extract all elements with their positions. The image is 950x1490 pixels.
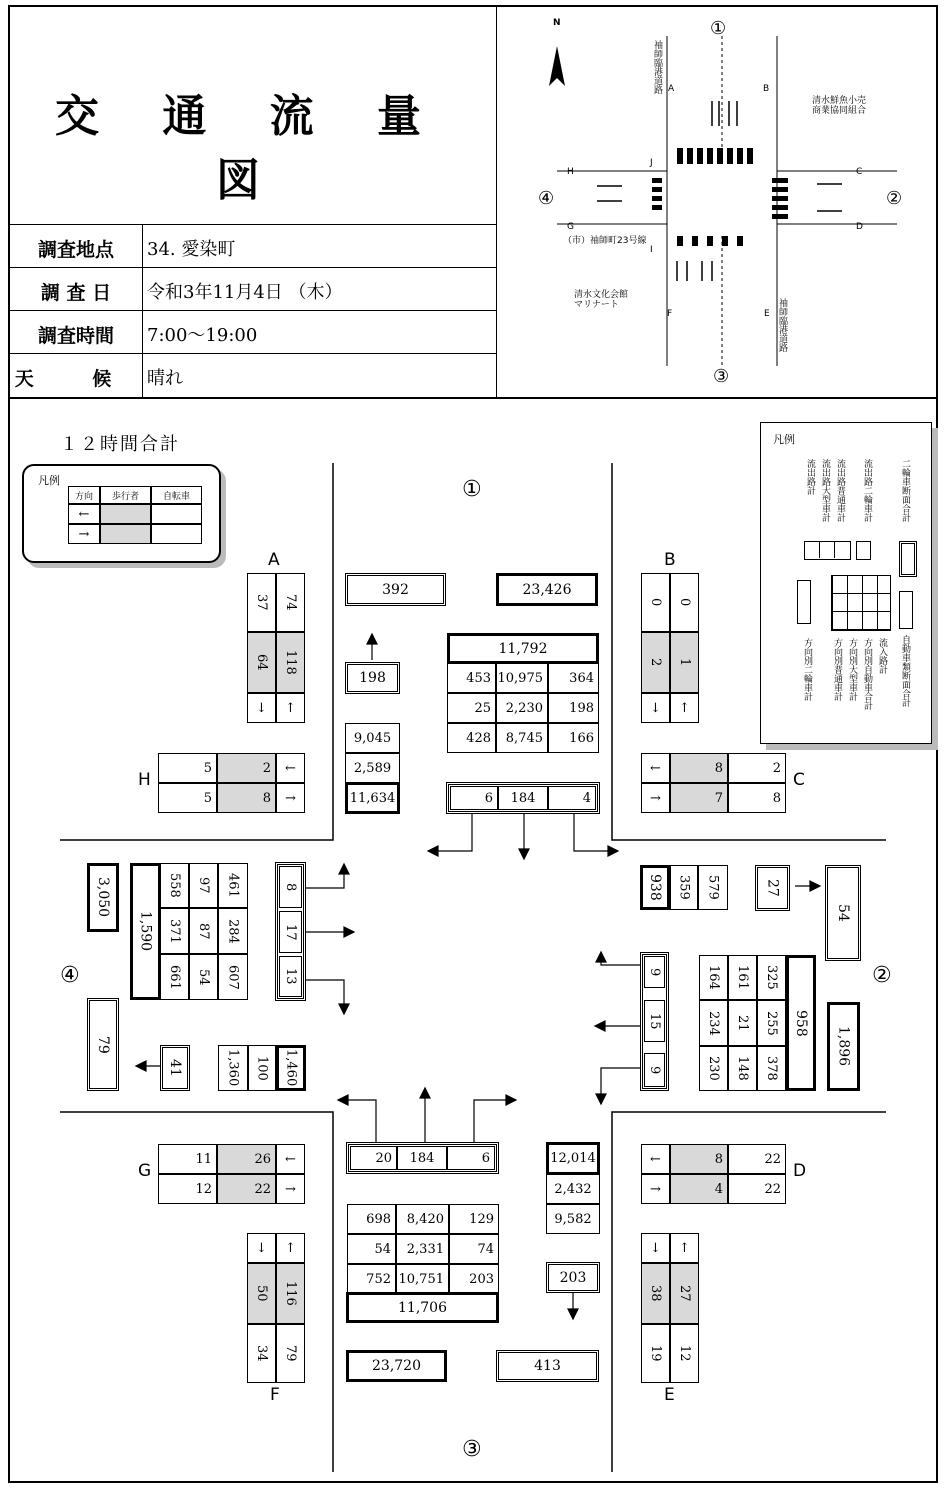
legend-pedestrian	[22, 464, 221, 563]
east-out-auto: 579	[698, 865, 728, 910]
map-letter-E: E	[764, 309, 770, 319]
map-road-left-name: （市）袖師町23号線	[563, 236, 647, 246]
crosswalk-F-dir-2: ↑	[276, 1233, 305, 1263]
weather-value: 晴れ	[147, 368, 183, 389]
approach-3-label: ③	[462, 1437, 482, 1462]
legend2-moto-box	[856, 541, 871, 560]
crosswalk-G-dir-2: →	[276, 1174, 305, 1204]
east-moto-dir-0: 9	[644, 956, 665, 988]
crosswalk-label-E: E	[664, 1385, 675, 1405]
crosswalk-B-ped-1: 2	[641, 632, 670, 693]
south-moto-dir-straight: 184	[397, 1146, 447, 1170]
map-letter-A: A	[668, 84, 675, 94]
crosswalk-E-bike-1: 19	[641, 1324, 670, 1383]
north-moto-dir-left: 6	[450, 786, 498, 810]
east-grid-cell: 255	[757, 1000, 786, 1046]
legend2-bottom-0: 方向別二輪車計	[802, 638, 812, 701]
east-grid-cell: 234	[699, 1000, 728, 1046]
east-grid-cell: 325	[757, 955, 786, 1000]
date-value: 令和3年11月4日 （木）	[147, 282, 343, 303]
east-moto-out: 27	[755, 865, 790, 911]
north-moto-dir-right: 4	[548, 786, 596, 810]
legend2-bike-total-box	[899, 541, 917, 577]
west-out-total: 1,360	[218, 1045, 248, 1091]
legend1-ped-cell	[100, 504, 151, 524]
legend2-auto-total-box	[899, 591, 913, 629]
crosswalk-H-bike-1: 5	[158, 753, 217, 783]
map-road-bottom-name: 袖師臨港道路	[777, 298, 787, 352]
legend2-bottom-3: 方向別自動車合計	[862, 638, 872, 710]
south-inflow-total: 11,706	[346, 1292, 499, 1323]
east-bike-total: 54	[825, 865, 861, 961]
east-grid-cell: 164	[699, 955, 728, 1000]
crosswalk-A-bike-2: 74	[276, 573, 305, 632]
north-moto-dir-straight: 184	[498, 786, 548, 810]
crosswalk-F-ped-2: 116	[276, 1263, 305, 1324]
legend1-h-dir: 方向	[68, 486, 100, 504]
location-label: 調査地点	[37, 239, 114, 261]
date-label: 調 査 日	[40, 282, 112, 304]
crosswalk-F-bike-2: 79	[276, 1324, 305, 1383]
legend2-dir-box	[797, 580, 811, 624]
crosswalk-E-dir-2: ↑	[670, 1233, 699, 1263]
west-grid-cell: 607	[218, 954, 248, 1000]
crosswalk-label-C: C	[793, 770, 805, 790]
south-grid-cell: 10,751	[396, 1264, 449, 1294]
time-label: 調査時間	[37, 325, 114, 347]
west-grid-cell: 87	[189, 908, 218, 954]
crosswalk-H-bike-2: 5	[158, 783, 217, 813]
east-out-large: 359	[670, 865, 698, 910]
south-out-large: 2,432	[546, 1174, 600, 1204]
crosswalk-F-ped-1: 50	[247, 1263, 276, 1324]
south-moto-dir-left: 20	[350, 1146, 397, 1170]
map-north-label: N	[553, 18, 561, 28]
crosswalk-D-dir-1: ←	[641, 1144, 670, 1174]
west-grid-cell: 661	[160, 954, 189, 1000]
crosswalk-A-bike-1: 37	[247, 573, 276, 632]
north-grid-cell: 453	[447, 663, 496, 693]
map-road-top-name: 袖師臨港道路	[652, 40, 662, 94]
west-grid-cell: 558	[160, 863, 189, 908]
north-moto-out: 198	[345, 662, 400, 694]
crosswalk-H-dir-2: →	[276, 783, 305, 813]
diagram-heading: １２時間合計	[60, 434, 180, 455]
west-grid-cell: 371	[160, 908, 189, 954]
east-inflow-total: 958	[786, 955, 816, 1091]
crosswalk-label-D: D	[793, 1161, 807, 1181]
crosswalk-H-dir-1: ←	[276, 753, 305, 783]
west-moto-dir-2: 13	[279, 956, 302, 997]
legend1-title: 凡例	[38, 474, 60, 487]
legend2-right-2: 自動車類断面合計	[900, 635, 910, 707]
crosswalk-A-ped-2: 118	[276, 632, 305, 693]
crosswalk-G-bike-1: 11	[158, 1144, 217, 1174]
north-grid-cell: 428	[447, 723, 496, 753]
crosswalk-label-F: F	[270, 1385, 280, 1405]
map-letter-G: G	[567, 222, 574, 232]
south-grid-cell: 2,331	[396, 1234, 449, 1264]
crosswalk-label-G: G	[138, 1161, 152, 1181]
west-out-large: 100	[248, 1045, 276, 1091]
crosswalk-B-dir-1: ↓	[641, 693, 670, 723]
legend2-top-1: 流出路大型車計	[820, 459, 830, 522]
west-inflow-total: 1,590	[130, 863, 161, 1000]
legend2-top-3: 流出路二輪車計	[862, 459, 872, 522]
legend2-top-0: 流出路計	[805, 459, 815, 495]
page-title: 交 通 流 量 図	[55, 91, 445, 206]
south-grid-cell: 8,420	[396, 1204, 449, 1234]
crosswalk-B-dir-2: ↑	[670, 693, 699, 723]
legend1-bike-cell	[151, 504, 202, 524]
north-grid-cell: 364	[548, 663, 599, 693]
west-out-auto: 1,460	[276, 1045, 306, 1091]
crosswalk-G-ped-2: 22	[217, 1174, 276, 1204]
map-letter-I: I	[650, 245, 653, 255]
legend2-bottom-2: 方向別大型車計	[847, 638, 857, 701]
legend2-title: 凡例	[773, 433, 795, 446]
legend2-bottom-4: 流入路計	[877, 638, 887, 674]
south-grid-cell: 698	[347, 1204, 396, 1234]
north-inflow-total: 11,792	[447, 633, 599, 664]
map-approach-1: ①	[710, 18, 727, 39]
west-grid-cell: 54	[189, 954, 218, 1000]
approach-4-label: ④	[60, 963, 80, 988]
time-value: 7:00〜19:00	[147, 325, 258, 346]
map-letter-F: F	[667, 309, 673, 319]
east-grid-cell: 230	[699, 1046, 728, 1091]
crosswalk-B-bike-1: 0	[641, 573, 670, 632]
west-grid-cell: 284	[218, 908, 248, 954]
map-building-topright: 清水鮮魚小売 商業協同組合	[812, 96, 867, 116]
north-grid-cell: 10,975	[496, 663, 548, 693]
map-approach-4: ④	[538, 188, 555, 209]
crosswalk-D-dir-2: →	[641, 1174, 670, 1204]
south-out-auto: 9,582	[546, 1204, 600, 1234]
west-bike-total: 79	[87, 998, 119, 1091]
crosswalk-A-dir-2: ↑	[276, 693, 305, 723]
north-out-total: 9,045	[345, 723, 400, 753]
legend2-grid	[831, 575, 891, 631]
map-letter-J: J	[650, 158, 653, 168]
legend1-bike-cell-2	[151, 524, 202, 544]
east-moto-dir-1: 15	[644, 1000, 665, 1042]
east-moto-dir-2: 9	[644, 1053, 665, 1087]
south-auto-total: 23,720	[346, 1350, 447, 1382]
north-out-large: 2,589	[345, 753, 400, 783]
north-grid-cell: 2,230	[496, 693, 548, 723]
crosswalk-H-ped-1: 2	[217, 753, 276, 783]
crosswalk-C-bike-2: 8	[728, 783, 786, 813]
crosswalk-D-bike-2: 22	[728, 1174, 786, 1204]
west-moto-dir-1: 17	[279, 911, 302, 953]
crosswalk-G-dir-1: ←	[276, 1144, 305, 1174]
approach-1-label: ①	[462, 477, 482, 502]
north-grid-cell: 166	[548, 723, 599, 753]
approach-2-label: ②	[872, 963, 892, 988]
legend2-out-grid	[804, 541, 851, 560]
north-grid-cell: 25	[447, 693, 496, 723]
crosswalk-F-dir-1: ↓	[247, 1233, 276, 1263]
crosswalk-C-ped-1: 8	[670, 753, 728, 783]
crosswalk-H-ped-2: 8	[217, 783, 276, 813]
east-grid-cell: 21	[728, 1000, 757, 1046]
north-bike-total: 392	[345, 573, 446, 606]
map-letter-D: D	[856, 222, 863, 232]
crosswalk-D-ped-2: 4	[670, 1174, 728, 1204]
crosswalk-F-bike-1: 34	[247, 1324, 276, 1383]
west-grid-cell: 97	[189, 863, 218, 908]
legend1-h-bike: 自転車	[151, 486, 202, 504]
south-moto-out: 203	[546, 1262, 600, 1293]
crosswalk-E-ped-2: 27	[670, 1263, 699, 1324]
crosswalk-E-bike-2: 12	[670, 1324, 699, 1383]
crosswalk-D-ped-1: 8	[670, 1144, 728, 1174]
legend2-bottom-1: 方向別普通車計	[832, 638, 842, 701]
south-moto-dir-right: 6	[447, 1146, 495, 1170]
location-value: 34. 愛染町	[147, 239, 236, 260]
crosswalk-G-ped-1: 26	[217, 1144, 276, 1174]
crosswalk-E-dir-1: ↓	[641, 1233, 670, 1263]
crosswalk-C-dir-1: ←	[641, 753, 670, 783]
crosswalk-C-dir-2: →	[641, 783, 670, 813]
legend1-r2: →	[68, 524, 100, 544]
south-bike-total: 413	[496, 1350, 599, 1382]
south-grid-cell: 74	[449, 1234, 499, 1264]
north-out-auto: 11,634	[345, 782, 400, 814]
crosswalk-C-bike-1: 2	[728, 753, 786, 783]
map-building-bottomleft: 清水文化会館 マリナート	[574, 290, 629, 310]
east-auto-total: 1,896	[827, 1002, 860, 1091]
north-grid-cell: 198	[548, 693, 599, 723]
crosswalk-C-ped-2: 7	[670, 783, 728, 813]
south-grid-cell: 54	[347, 1234, 396, 1264]
south-grid-cell: 129	[449, 1204, 499, 1234]
east-out-total: 938	[640, 865, 670, 910]
south-out-total: 12,014	[546, 1142, 600, 1175]
crosswalk-label-B: B	[664, 550, 676, 570]
crosswalk-B-ped-2: 1	[670, 632, 699, 693]
east-grid-cell: 378	[757, 1046, 786, 1091]
map-approach-3: ③	[713, 366, 730, 387]
east-grid-cell: 148	[728, 1046, 757, 1091]
crosswalk-label-H: H	[138, 770, 151, 790]
west-auto-total: 3,050	[87, 863, 119, 932]
south-grid-cell: 752	[347, 1264, 396, 1294]
crosswalk-A-ped-1: 64	[247, 632, 276, 693]
crosswalk-D-bike-1: 22	[728, 1144, 786, 1174]
map-letter-B: B	[763, 84, 770, 94]
north-grid-cell: 8,745	[496, 723, 548, 753]
legend1-ped-cell-2	[100, 524, 151, 544]
legend2-right-1: 二輪車断面合計	[900, 459, 910, 522]
crosswalk-label-A: A	[268, 550, 280, 570]
map-letter-C: C	[856, 167, 863, 177]
east-grid-cell: 161	[728, 955, 757, 1000]
legend2-top-2: 流出路普通車計	[835, 459, 845, 522]
west-moto-out: 41	[160, 1045, 190, 1091]
legend1-h-ped: 歩行者	[100, 486, 151, 504]
south-grid-cell: 203	[449, 1264, 499, 1294]
weather-label: 天 候	[14, 368, 138, 390]
legend1-r1: ←	[68, 504, 100, 524]
crosswalk-E-ped-1: 38	[641, 1263, 670, 1324]
crosswalk-A-dir-1: ↓	[247, 693, 276, 723]
west-moto-dir-0: 8	[279, 866, 302, 908]
legend-flow	[760, 422, 932, 744]
north-auto-total: 23,426	[496, 573, 598, 606]
map-approach-2: ②	[886, 188, 903, 209]
crosswalk-G-bike-2: 12	[158, 1174, 217, 1204]
crosswalk-B-bike-2: 0	[670, 573, 699, 632]
west-grid-cell: 461	[218, 863, 248, 908]
map-letter-H: H	[567, 167, 574, 177]
